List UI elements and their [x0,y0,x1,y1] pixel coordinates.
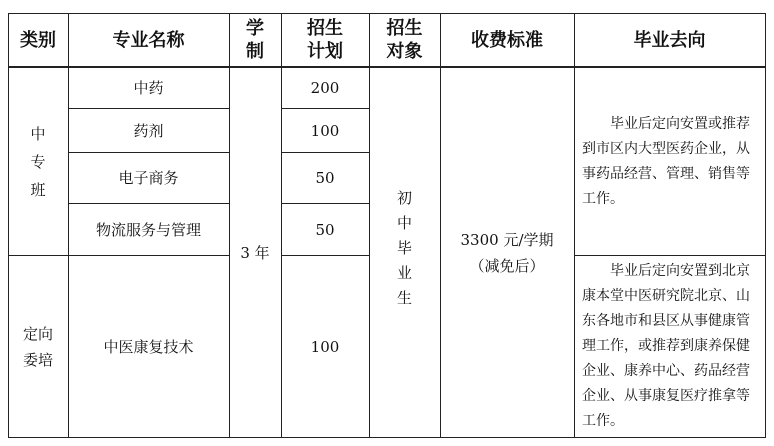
header-plan: 招生 计划 [307,18,343,62]
plan-cell: 100 [310,337,340,356]
destination-cell: 毕业后定向安置或推荐到市区内大型医药企业，从事药品经营、管理、销售等工作。 [582,115,750,207]
header-duration: 学 制 [246,18,264,62]
major-cell: 物流服务与管理 [95,220,201,239]
major-cell: 中医康复技术 [103,337,194,356]
destination-cell: 毕业后定向安置到北京康本堂中医研究院北京、山东各地市和县区从事健康管理工作，或推荐到康养保健企业、康养中心、药品经营企业、从事康复医疗推拿等工作。 [582,263,750,429]
plan-cell: 200 [310,79,340,97]
header-major: 专业名称 [112,29,185,51]
fee-cell: 3300 元/学期 （减免后） [460,230,554,275]
major-cell: 药剂 [133,121,164,140]
major-cell: 中药 [133,79,164,97]
header-category: 类别 [20,29,56,51]
plan-cell: 50 [315,220,335,239]
header-target: 招生 对象 [386,18,423,62]
target-cell: 初中毕业生 [395,190,413,315]
plan-cell: 100 [310,121,340,140]
plan-cell: 50 [315,169,335,187]
header-fee: 收费标准 [471,29,543,51]
category-directed-training: 定向 委培 [22,324,53,369]
duration-cell: 3 年 [240,243,270,262]
header-destination: 毕业去向 [633,29,706,51]
major-cell: 电子商务 [118,169,179,187]
category-secondary-class: 中 专 班 [30,124,46,199]
